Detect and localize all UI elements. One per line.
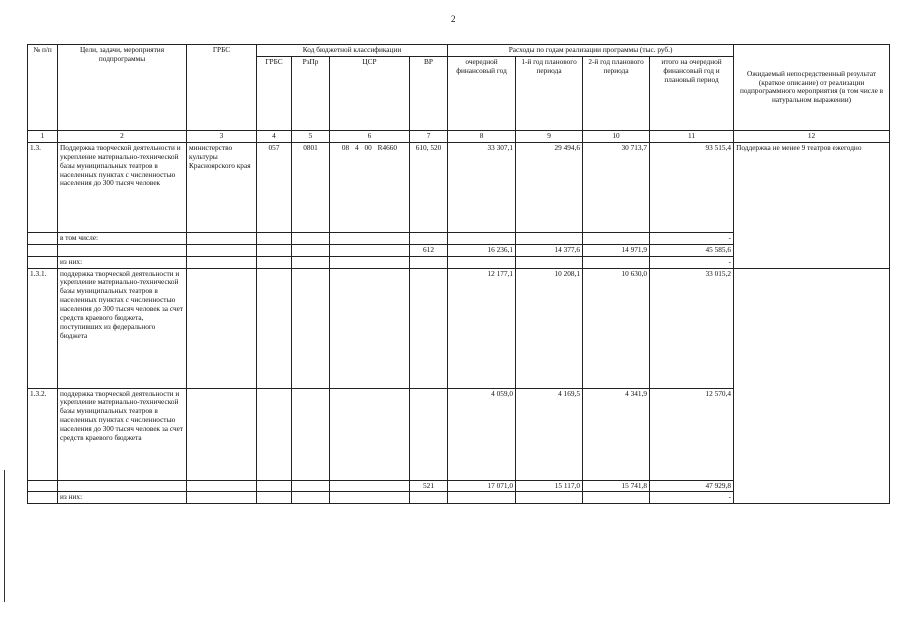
row-csr: 08 4 00 R4660	[330, 142, 410, 232]
header-sub-csr: ЦСР	[330, 56, 410, 130]
col-number: 2	[58, 130, 187, 142]
row-total: -	[650, 492, 734, 504]
col-number: 12	[734, 130, 890, 142]
row-y2: 4 169,5	[516, 388, 583, 480]
row-total: 45 585,6	[650, 244, 734, 256]
row-y1: 12 177,1	[448, 268, 516, 388]
row-number: 1.3.	[28, 142, 58, 232]
row-total: -	[650, 256, 734, 268]
row-name: поддержка творческой деятельности и укрепление материально-технической базы муниципальных театров в населенных пунктах с численностью населения до 300 тысяч человек за счет средств краевого бюджета, поступивших из федерального бюджета	[58, 268, 187, 388]
row-y1: 33 307,1	[448, 142, 516, 232]
row-result-empty	[734, 268, 890, 504]
row-name: в том числе:	[58, 232, 187, 244]
col-number: 10	[583, 130, 650, 142]
row-vr: 610, 520	[410, 142, 448, 232]
row-number: 1.3.1.	[28, 268, 58, 388]
row-y2: 10 208,1	[516, 268, 583, 388]
header-sub-grbs: ГРБС	[257, 56, 292, 130]
row-name: из них:	[58, 492, 187, 504]
col-number: 3	[187, 130, 257, 142]
column-numbers-row	[28, 130, 890, 142]
row-rzpr: 0801	[292, 142, 330, 232]
row-grbs-code: 057	[257, 142, 292, 232]
row-name: из них:	[58, 256, 187, 268]
header-result: Ожидаемый непосредственный результат (краткое описание) от реализации подпрограммного мероприятия (в том числе в натуральном выражении)	[734, 45, 890, 131]
row-y1: 16 236,1	[448, 244, 516, 256]
scan-margin-line	[4, 470, 5, 602]
table-row-1-3	[28, 142, 890, 232]
col-number: 4	[257, 130, 292, 142]
row-y1: 4 059,0	[448, 388, 516, 480]
col-number: 6	[330, 130, 410, 142]
row-y3: 15 741,8	[583, 480, 650, 492]
row-name: поддержка творческой деятельности и укрепление материально-технической базы муниципальных театров в населенных пунктах с численностью населения до 300 тысяч человек за счет средств краевого бюджета	[58, 388, 187, 480]
header-goals: Цели, задачи, мероприятия подпрограммы	[58, 45, 187, 131]
header-sub-rzpr: РзПр	[292, 56, 330, 130]
header-sub-y2: 1-й год планового периода	[516, 56, 583, 130]
row-total: -	[650, 232, 734, 244]
row-grbs-name: министерство культуры Красноярского края	[187, 142, 257, 232]
row-vr: 612	[410, 244, 448, 256]
row-y2: 14 377,6	[516, 244, 583, 256]
row-y3: 10 630,0	[583, 268, 650, 388]
col-number: 7	[410, 130, 448, 142]
header-budget-code: Код бюджетной классификации	[257, 45, 448, 57]
row-y2: 15 117,0	[516, 480, 583, 492]
table-row-1-3-1	[28, 268, 890, 388]
row-y1: 17 071,0	[448, 480, 516, 492]
row-vr: 521	[410, 480, 448, 492]
row-y3: 4 341,9	[583, 388, 650, 480]
header-grbs: ГРБС	[187, 45, 257, 131]
header-sub-vr: ВР	[410, 56, 448, 130]
header-sub-total: итого на очередной финансовый год и плановый период	[650, 56, 734, 130]
row-total: 47 929,8	[650, 480, 734, 492]
header-expenses: Расходы по годам реализации программы (тыс. руб.)	[448, 45, 734, 57]
header-no: № п/п	[28, 45, 58, 131]
row-total: 12 570,4	[650, 388, 734, 480]
page-number: 2	[451, 14, 456, 24]
row-name: Поддержка творческой деятельности и укрепление материально-технической базы муниципальных театров в населенных пунктах с численностью населения до 300 тысяч человек	[58, 142, 187, 232]
col-number: 5	[292, 130, 330, 142]
col-number: 8	[448, 130, 516, 142]
header-sub-y1: очередной финансовый год	[448, 56, 516, 130]
col-number: 9	[516, 130, 583, 142]
budget-table	[27, 44, 890, 504]
header-sub-y3: 2-й год планового периода	[583, 56, 650, 130]
row-y2: 29 494,6	[516, 142, 583, 232]
col-number: 11	[650, 130, 734, 142]
row-y3: 14 971,9	[583, 244, 650, 256]
col-number: 1	[28, 130, 58, 142]
row-y3: 30 713,7	[583, 142, 650, 232]
row-total: 33 015,2	[650, 268, 734, 388]
row-total: 93 515,4	[650, 142, 734, 232]
row-result: Поддержка не менее 9 театров ежегодно	[734, 142, 890, 268]
header-row-1	[28, 45, 890, 57]
row-number: 1.3.2.	[28, 388, 58, 480]
